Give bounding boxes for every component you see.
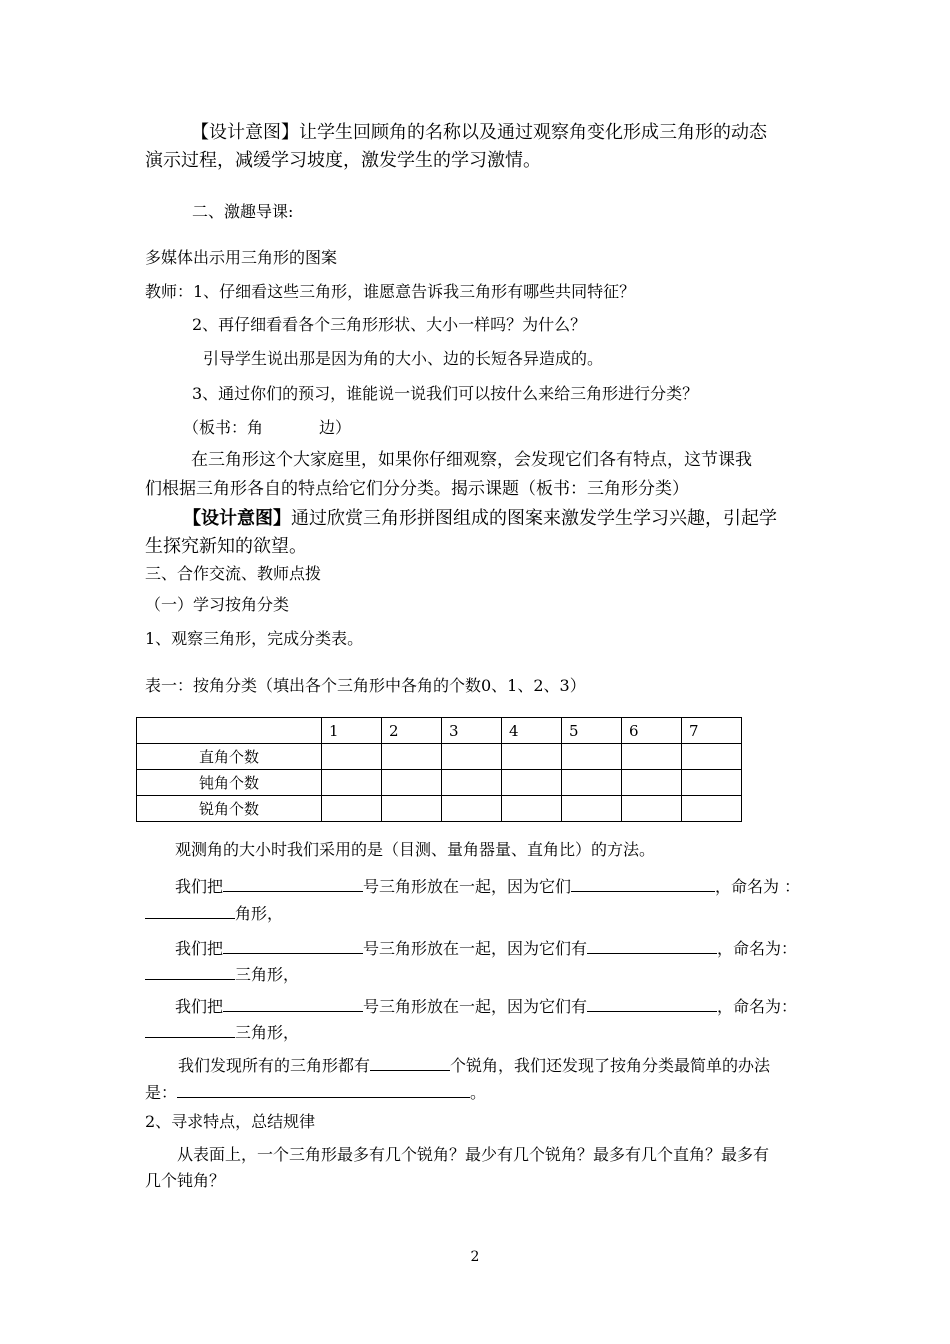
table-cell-blank[interactable] (562, 770, 622, 796)
blank-name[interactable] (145, 903, 235, 919)
table-cell-blank[interactable] (682, 796, 742, 822)
column-header: 5 (562, 718, 622, 744)
row-label: 钝角个数 (137, 770, 322, 796)
teacher-question-2: 2、再仔细看看各个三角形形状、大小一样吗？为什么？ (192, 315, 587, 334)
design-intent-1-line2: 演示过程，减缓学习坡度，激发学生的学习激情。 (145, 150, 541, 171)
table-cell-blank[interactable] (622, 796, 682, 822)
column-header: 1 (322, 718, 382, 744)
table-cell-blank[interactable] (322, 770, 382, 796)
blank-method[interactable] (177, 1082, 470, 1098)
task-1: 1、观察三角形，完成分类表。 (145, 629, 364, 648)
table-cell-blank[interactable] (502, 796, 562, 822)
section-2-heading: 二、激趣导课: (192, 202, 294, 221)
fill-line-3-cont: 三角形， (145, 1022, 299, 1041)
table-cell-blank[interactable] (382, 796, 442, 822)
subsection-1-heading: （一）学习按角分类 (145, 595, 290, 614)
table-cell-blank[interactable] (382, 770, 442, 796)
blank-count[interactable] (370, 1055, 450, 1071)
table-cell-blank[interactable] (562, 744, 622, 770)
table-cell-blank[interactable] (562, 796, 622, 822)
blank-name[interactable] (145, 1022, 235, 1038)
table-cell-blank[interactable] (682, 770, 742, 796)
blank-numbers[interactable] (223, 996, 363, 1012)
table-cell-blank[interactable] (322, 744, 382, 770)
blank-numbers[interactable] (223, 876, 363, 892)
table-cell-blank[interactable] (442, 796, 502, 822)
table-row (137, 796, 742, 822)
column-header: 2 (382, 718, 442, 744)
fill-line-3: 我们把 号三角形放在一起，因为它们有 ，命名为： (175, 997, 798, 1016)
table-cell-blank[interactable] (382, 744, 442, 770)
observe-method: 观测角的大小时我们采用的是（目测、量角器量、直角比）的方法。 (175, 840, 656, 859)
classification-table (136, 717, 742, 822)
design-intent-2-line2: 生探究新知的欲望。 (145, 536, 307, 557)
row-label: 直角个数 (137, 744, 322, 770)
fill-line-1: 我们把 号三角形放在一起，因为它们 ，命名为 ： (175, 877, 801, 896)
design-intent-label: 【设计意图】 (183, 508, 291, 529)
table-cell-blank[interactable] (622, 770, 682, 796)
media-line: 多媒体出示用三角形的图案 (145, 248, 338, 267)
blank-reason[interactable] (587, 938, 717, 954)
column-header: 3 (442, 718, 502, 744)
table-caption: 表一：按角分类（填出各个三角形中各角的个数0、1、2、3） (145, 676, 586, 695)
blank-name[interactable] (145, 964, 235, 980)
teacher-question-1: 教师：1、仔细看这些三角形，谁愿意告诉我三角形有哪些共同特征？ (145, 282, 636, 301)
table-cell-blank[interactable] (502, 770, 562, 796)
fill-line-1-cont: 角形， (145, 903, 283, 922)
blank-numbers[interactable] (223, 938, 363, 954)
table-corner-cell (137, 718, 322, 744)
column-header: 4 (502, 718, 562, 744)
row-label: 锐角个数 (137, 796, 322, 822)
board-note: （板书：角 边） (183, 418, 352, 437)
guide-line: 引导学生说出那是因为角的大小、边的长短各异造成的。 (203, 349, 604, 368)
design-intent-1-line1: 【设计意图】让学生回顾角的名称以及通过观察角变化形成三角形的动态 (191, 122, 767, 143)
discovery-line2: 是： 。 (145, 1083, 487, 1102)
column-header: 6 (622, 718, 682, 744)
blank-reason[interactable] (571, 876, 715, 892)
table-cell-blank[interactable] (442, 770, 502, 796)
teacher-question-3: 3、通过你们的预习，谁能说一说我们可以按什么来给三角形进行分类？ (192, 384, 699, 403)
table-cell-blank[interactable] (622, 744, 682, 770)
question-line2: 几个钝角？ (145, 1171, 226, 1190)
blank-reason[interactable] (587, 996, 717, 1012)
table-cell-blank[interactable] (682, 744, 742, 770)
table-cell-blank[interactable] (322, 796, 382, 822)
question-line1: 从表面上，一个三角形最多有几个锐角？最少有几个锐角？最多有几个直角？最多有 (177, 1145, 770, 1164)
design-intent-label: 【设计意图】 (191, 122, 299, 143)
column-header: 7 (682, 718, 742, 744)
section-3-heading: 三、合作交流、教师点拨 (145, 564, 322, 583)
design-intent-2-line1: 【设计意图】通过欣赏三角形拼图组成的图案来激发学生学习兴趣，引起学 (183, 508, 777, 529)
table-row (137, 744, 742, 770)
table-cell-blank[interactable] (502, 744, 562, 770)
page-number: 2 (470, 1249, 480, 1265)
intro-line2: 们根据三角形各自的特点给它们分分类。揭示课题（板书：三角形分类） (145, 479, 689, 499)
table-header-row (137, 718, 742, 744)
table-cell-blank[interactable] (442, 744, 502, 770)
fill-line-2: 我们把 号三角形放在一起，因为它们有 ，命名为： (175, 939, 798, 958)
fill-line-2-cont: 三角形， (145, 964, 299, 983)
task-2: 2、寻求特点，总结规律 (145, 1112, 316, 1131)
discovery-line1: 我们发现所有的三角形都有 个锐角，我们还发现了按角分类最简单的办法 (178, 1056, 771, 1075)
table-row (137, 770, 742, 796)
intro-line1: 在三角形这个大家庭里，如果你仔细观察，会发现它们各有特点，这节课我 (191, 450, 752, 470)
